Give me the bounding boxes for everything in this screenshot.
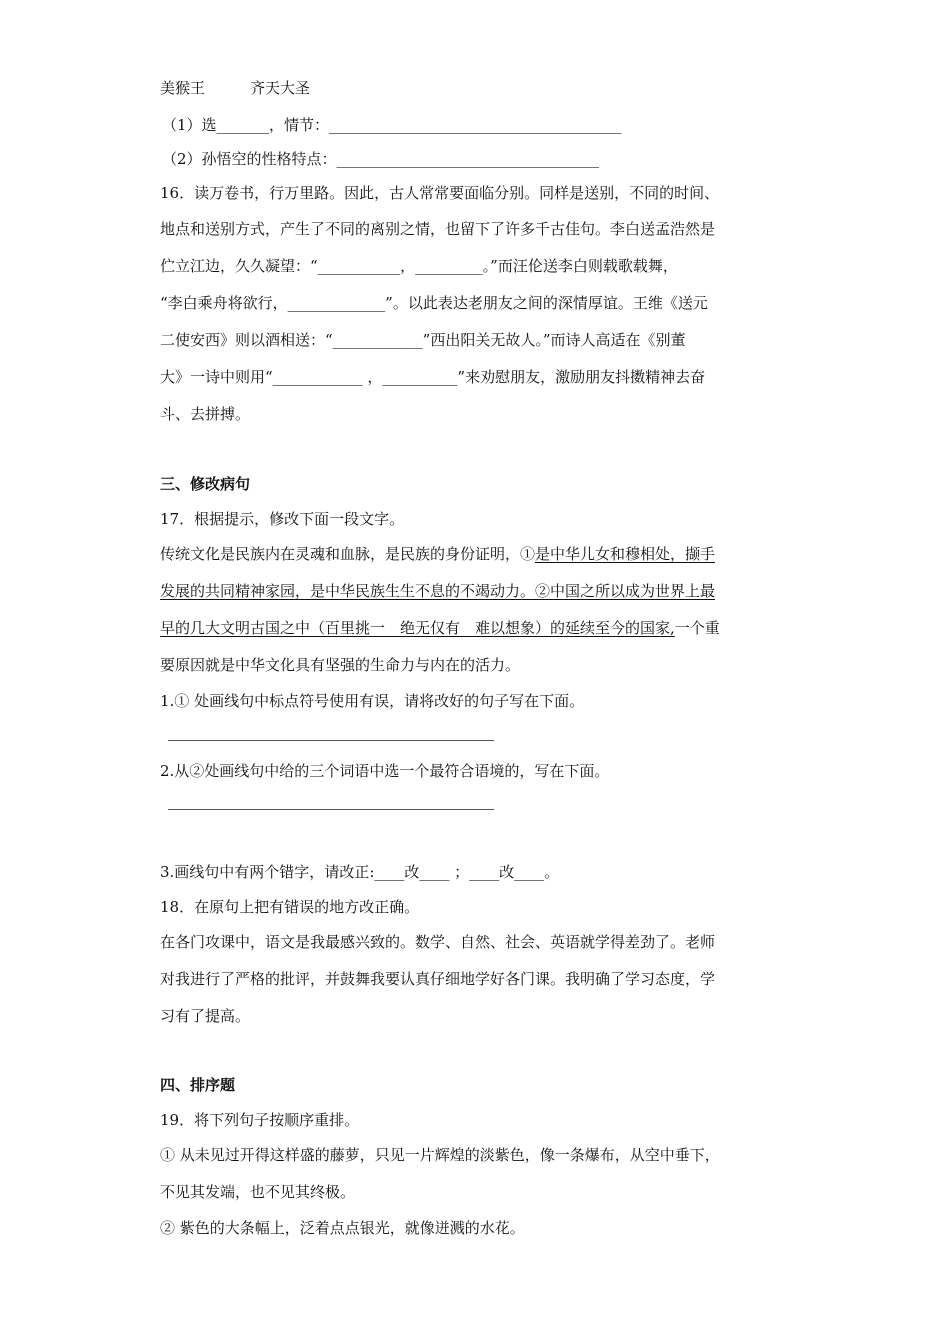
q15-item-2: （2）孙悟空的性格特点：___________________________________ (162, 150, 600, 168)
q17-para-line-4: 要原因就是中华文化具有坚强的生命力与内在的活力。 (160, 656, 521, 674)
q19-line-3: ② 紫色的大条幅上，泛着点点银光，就像迸溅的水花。 (160, 1219, 525, 1237)
q19-intro: 19．将下列句子按顺序重排。 (160, 1111, 360, 1129)
q17-para-line-1 (160, 544, 715, 564)
q17-sub-3: 3.画线句中有两个错字，请改正:____改____ ；____改____。 (160, 863, 560, 881)
q19-line-2: 不见其发端，也不见其终极。 (160, 1183, 356, 1201)
q17-underlined-1: 是中华儿女和穆相处，撷手 (535, 545, 716, 563)
q17-para-line-3 (160, 618, 720, 638)
q16-line-4: “李白乘舟将欲行，_____________”。以此表达老朋友之间的深情厚谊。王维《送元 (160, 294, 708, 312)
q18-line-1: 在各门攻课中，语文是我最感兴致的。数学、自然、社会、英语就学得差劲了。老师 (160, 933, 716, 951)
q17-para-1a: 传统文化是民族内在灵魂和血脉，是民族的身份证明，① (160, 545, 536, 563)
q16-line-6: 大》一诗中则用“____________ ，__________”来劝慰朋友，激励朋友抖擞精神去奋 (160, 368, 706, 386)
q18-line-2: 对我进行了严格的批评，并鼓舞我要认真仔细地学好各门课。我明确了学习态度，学 (160, 970, 716, 988)
q16-line-7: 斗、去拼搏。 (160, 405, 251, 423)
q17-para-line-2: 发展的共同精神家园，是中华民族生生不息的不竭动力。②中国之所以成为世界上最 (160, 582, 716, 600)
q17-sub-2: 2.从②处画线句中给的三个词语中选一个最符合语境的，写在下面。 (160, 762, 610, 780)
q16-line-1: 16．读万卷书，行万里路。因此，古人常常要面临分别。同样是送别，不同的时间、 (160, 184, 720, 202)
q17-intro: 17．根据提示，修改下面一段文字。 (160, 510, 405, 528)
q16-line-3: 伫立江边，久久凝望：“___________，_________。”而汪伦送李白则载歌载舞， (160, 257, 678, 275)
q16-line-2: 地点和送别方式，产生了不同的离别之情，也留下了许多千古佳句。李白送孟浩然是 (160, 220, 716, 238)
q15-options: 美猴王 齐天大圣 (160, 79, 311, 97)
section-4-title: 四、排序题 (160, 1076, 236, 1094)
q17-underlined-3: 早的几大文明古国之中（百里挑一 绝无仅有 难以想象）的延续至今的国家, (160, 619, 675, 637)
q18-intro: 18．在原句上把有错误的地方改正确。 (160, 898, 420, 916)
section-3-title: 三、修改病句 (160, 475, 251, 493)
q19-line-1: ① 从未见过开得这样盛的藤萝，只见一片辉煌的淡紫色，像一条爆布，从空中垂下， (160, 1146, 720, 1164)
q16-line-5: 二使安西》则以酒相送：“____________”西出阳关无故人。”而诗人高适在《别董 (160, 331, 686, 349)
answer-line-1[interactable] (168, 740, 494, 741)
q15-item-1: （1）选_______，情节：_______________________________________ (162, 116, 622, 134)
q18-line-3: 习有了提高。 (160, 1007, 251, 1025)
q17-para-3b: 一个重 (674, 619, 720, 637)
answer-line-2[interactable] (168, 809, 494, 810)
q17-sub-1: 1.① 处画线句中标点符号使用有误，请将改好的句子写在下面。 (160, 692, 585, 710)
